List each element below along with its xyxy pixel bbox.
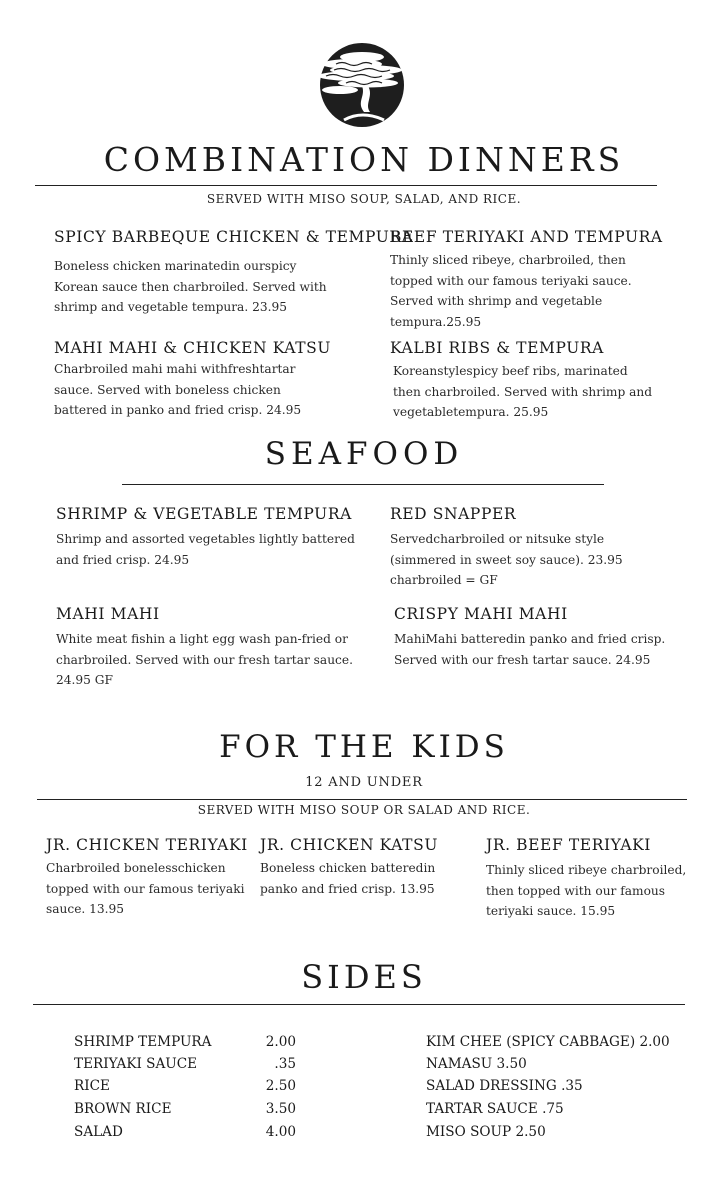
side-item-price: .35 [274,1056,296,1072]
side-item: NAMASU 3.50 [426,1056,527,1072]
divider [33,1004,685,1005]
menu-item-description: Shrimp and assorted vegetables lightly battered and fried crisp. 24.95 [56,532,355,567]
side-item: SALAD DRESSING .35 [426,1078,583,1094]
menu-item-title: SHRIMP & VEGETABLE TEMPURA [56,505,352,523]
menu-item-title: RED SNAPPER [390,505,517,523]
side-item-price: 3.50 [265,1101,296,1117]
menu-item-title: JR. CHICKEN KATSU [260,836,438,854]
section-title-kids: FOR THE KIDS [219,729,509,765]
bonsai-tree-icon [306,40,418,130]
menu-item-title: SPICY BARBEQUE CHICKEN & TEMPURA [54,228,414,246]
side-item-name: RICE [74,1078,110,1094]
divider [35,185,657,186]
side-item-price: 2.50 [265,1078,296,1094]
side-item-price: 2.00 [265,1034,296,1050]
age-note: 12 AND UNDER [305,775,423,790]
menu-item-description: Koreanstylespicy beef ribs, marinated then charbroiled. Served with shrimp and vegetabletempura. 25.95 [393,364,653,419]
divider [122,484,604,485]
menu-item-title: BEEF TERIYAKI AND TEMPURA [390,228,663,246]
menu-item-description: Thinly sliced ribeye charbroiled, then topped with our famous teriyaki sauce. 15.95 [486,863,687,918]
menu-item-title: MAHI MAHI & CHICKEN KATSU [54,339,332,357]
menu-item-title: JR. CHICKEN TERIYAKI [46,836,248,854]
menu-item-title: JR. BEEF TERIYAKI [486,836,652,854]
side-item: KIM CHEE (SPICY CABBAGE) 2.00 [426,1034,670,1050]
menu-item-title: CRISPY MAHI MAHI [394,605,568,623]
section-subtitle: SERVED WITH MISO SOUP, SALAD, AND RICE. [206,192,522,206]
section-title-combination: COMBINATION DINNERS [103,140,625,179]
menu-item-description: MahiMahi batteredin panko and fried crisp. Served with our fresh tartar sauce. 24.95 [394,632,666,667]
menu-item-description: White meat fishin a light egg wash pan-fried or charbroiled. Served with our fresh tartar sauce. 24.95 GF [56,632,353,687]
divider [37,799,687,800]
menu-item-title: KALBI RIBS & TEMPURA [390,339,604,357]
side-item-name: BROWN RICE [74,1101,172,1117]
menu-item-description: Charbroiled mahi mahi withfreshtartar sauce. Served with boneless chicken battered in panko and fried crisp. 24.95 [54,362,302,417]
menu-item-title: MAHI MAHI [56,605,160,623]
menu-item-description: Servedcharbroiled or nitsuke style (simmered in sweet soy sauce). 23.95 charbroiled = GF [390,532,623,587]
menu-item-description: Charbroiled bonelesschicken topped with our famous teriyaki sauce. 13.95 [46,861,245,916]
menu-item-description: Boneless chicken batteredin panko and fried crisp. 13.95 [260,861,436,896]
section-subtitle: SERVED WITH MISO SOUP OR SALAD AND RICE. [197,803,531,817]
side-item-name: SALAD [74,1124,123,1140]
side-item: TARTAR SAUCE .75 [426,1101,564,1117]
side-item-price: 4.00 [265,1124,296,1140]
side-item-name: TERIYAKI SAUCE [74,1056,198,1072]
side-item-name: SHRIMP TEMPURA [74,1034,212,1050]
menu-item-description: Boneless chicken marinatedin ourspicy Korean sauce then charbroiled. Served with shrimp and vegetable tempura. 23.95 [54,259,327,314]
side-item: MISO SOUP 2.50 [426,1124,546,1140]
menu-item-description: Thinly sliced ribeye, charbroiled, then topped with our famous teriyaki sauce. Served with shrimp and vegetable tempura.25.95 [390,253,632,329]
section-title-seafood: SEAFOOD [264,436,464,472]
section-title-sides: SIDES [301,958,427,996]
